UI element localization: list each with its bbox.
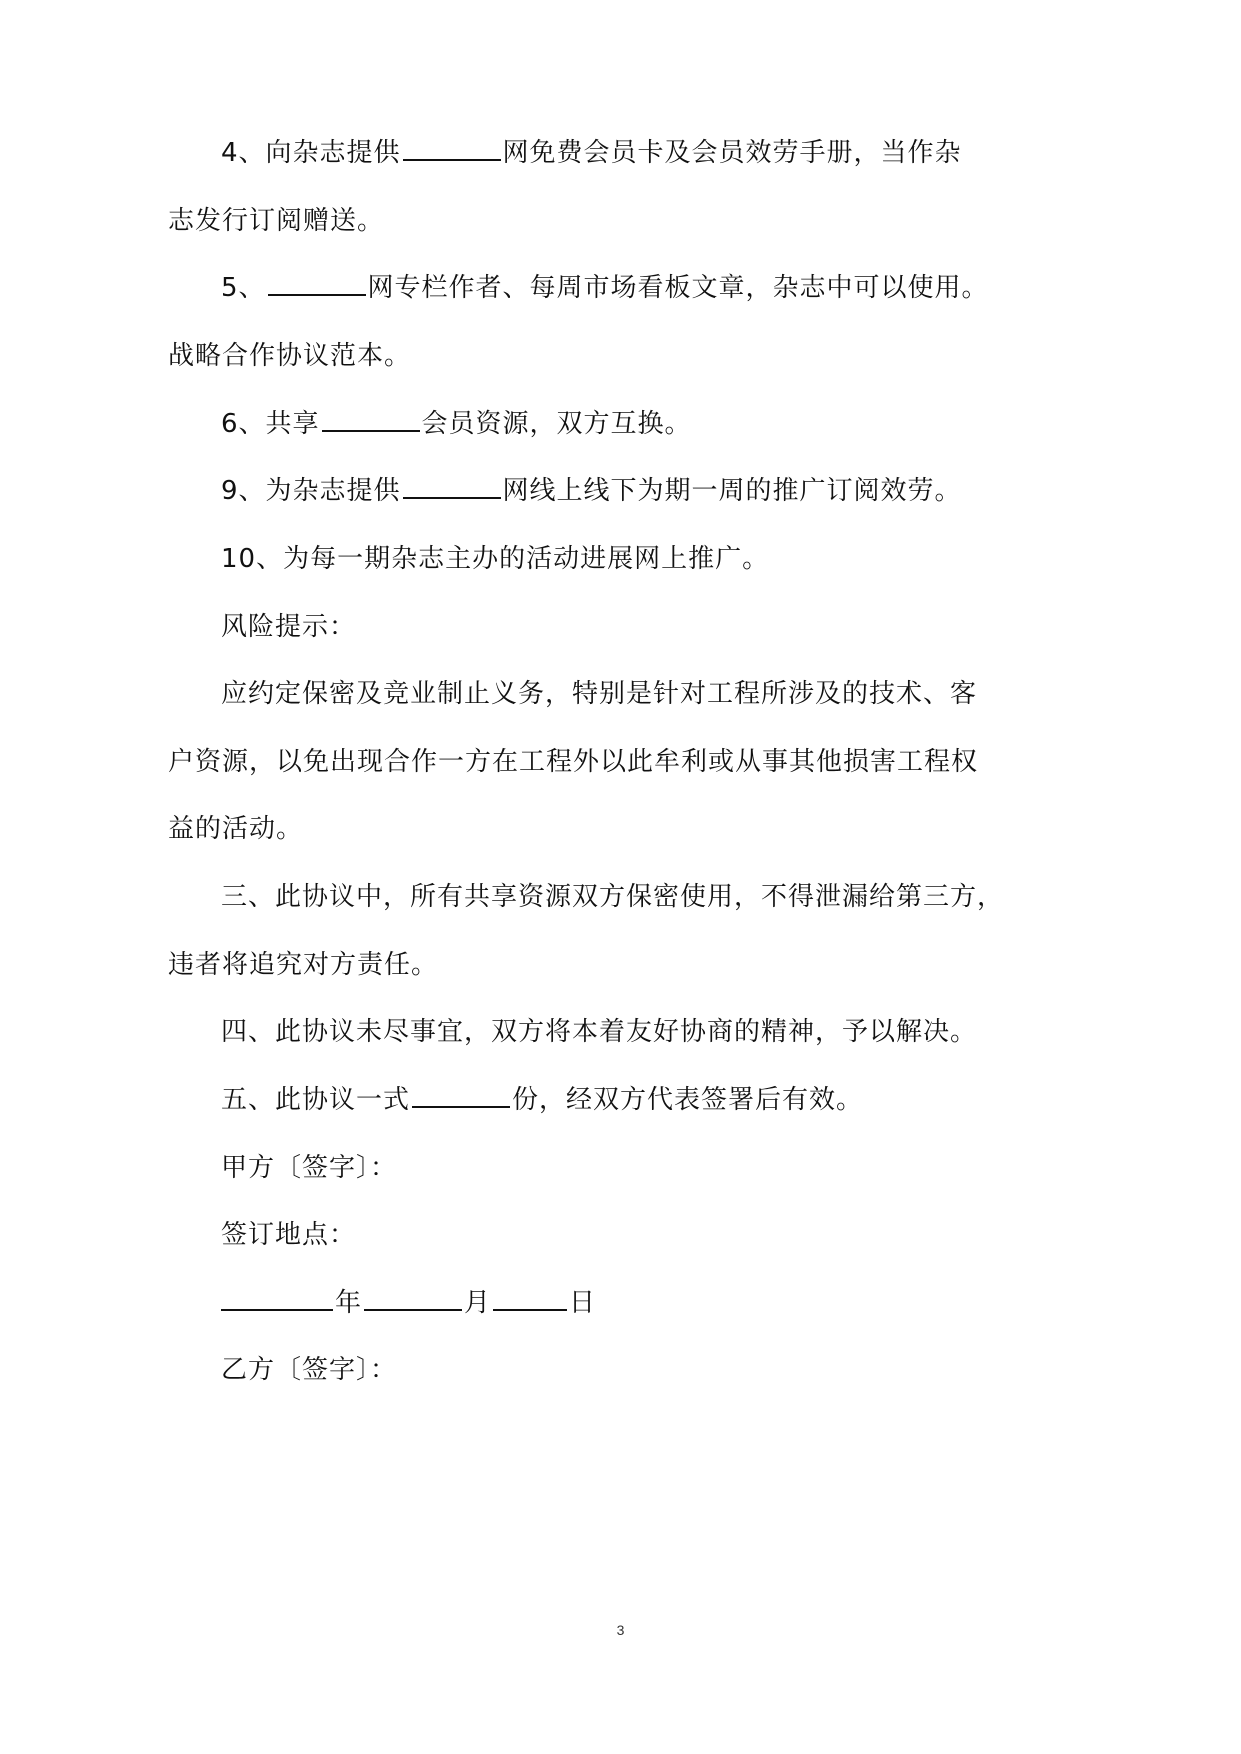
- clause-5-suffix: 份，经双方代表签署后有效。: [512, 1085, 864, 1115]
- item-5-line: [221, 268, 989, 308]
- item-6-line: [221, 404, 692, 444]
- clause-5-prefix: 五、此协议一式: [221, 1085, 411, 1115]
- party-a-signature: 甲方〔签字〕：: [221, 1153, 398, 1183]
- year-blank: [221, 1283, 333, 1311]
- year-label: 年: [335, 1288, 363, 1318]
- day-blank: [493, 1283, 567, 1311]
- item-9-blank: [403, 471, 501, 499]
- signing-place: 签订地点：: [221, 1220, 357, 1250]
- clause-3-line-2: 违者将追究对方责任。: [168, 950, 439, 980]
- month-label: 月: [464, 1288, 492, 1318]
- item-9-prefix: 9、为杂志提供: [221, 476, 401, 506]
- clause-5-line: [221, 1080, 863, 1120]
- item-5-continuation: 战略合作协议范本。: [168, 341, 412, 371]
- item-6-prefix: 6、共享: [221, 409, 320, 439]
- item-5-suffix: 网专栏作者、每周市场看板文章，杂志中可以使用。: [367, 273, 989, 303]
- day-label: 日: [569, 1288, 597, 1318]
- item-5-blank: [268, 268, 366, 296]
- item-4-line: [221, 133, 962, 173]
- month-blank: [364, 1283, 462, 1311]
- item-4-blank: [403, 133, 501, 161]
- risk-text-line-2: 户资源，以免出现合作一方在工程外以此牟利或从事其他损害工程权: [168, 747, 979, 777]
- clause-3-line-1: 三、此协议中，所有共享资源双方保密使用，不得泄漏给第三方，: [221, 882, 1005, 912]
- clause-4-line: 四、此协议未尽事宜，双方将本着友好协商的精神，予以解决。: [221, 1017, 978, 1047]
- item-10-line: 10、为每一期杂志主办的活动进展网上推广。: [221, 544, 770, 574]
- risk-heading: 风险提示：: [221, 612, 357, 642]
- date-line: [221, 1283, 596, 1323]
- item-4-continuation: 志发行订阅赠送。: [168, 206, 385, 236]
- page-number: 3: [616, 1622, 625, 1638]
- item-9-suffix: 网线上线下为期一周的推广订阅效劳。: [502, 476, 962, 506]
- item-6-blank: [322, 404, 420, 432]
- clause-5-blank: [412, 1080, 510, 1108]
- risk-text-line-3: 益的活动。: [168, 814, 304, 844]
- party-b-signature: 乙方〔签字〕：: [221, 1355, 398, 1385]
- item-9-line: [221, 471, 962, 511]
- item-4-suffix: 网免费会员卡及会员效劳手册，当作杂: [502, 138, 962, 168]
- item-4-prefix: 4、向杂志提供: [221, 138, 401, 168]
- risk-text-line-1: 应约定保密及竞业制止义务，特别是针对工程所涉及的技术、客: [221, 679, 978, 709]
- item-6-suffix: 会员资源，双方互换。: [421, 409, 692, 439]
- item-5-prefix: 5、: [221, 273, 266, 303]
